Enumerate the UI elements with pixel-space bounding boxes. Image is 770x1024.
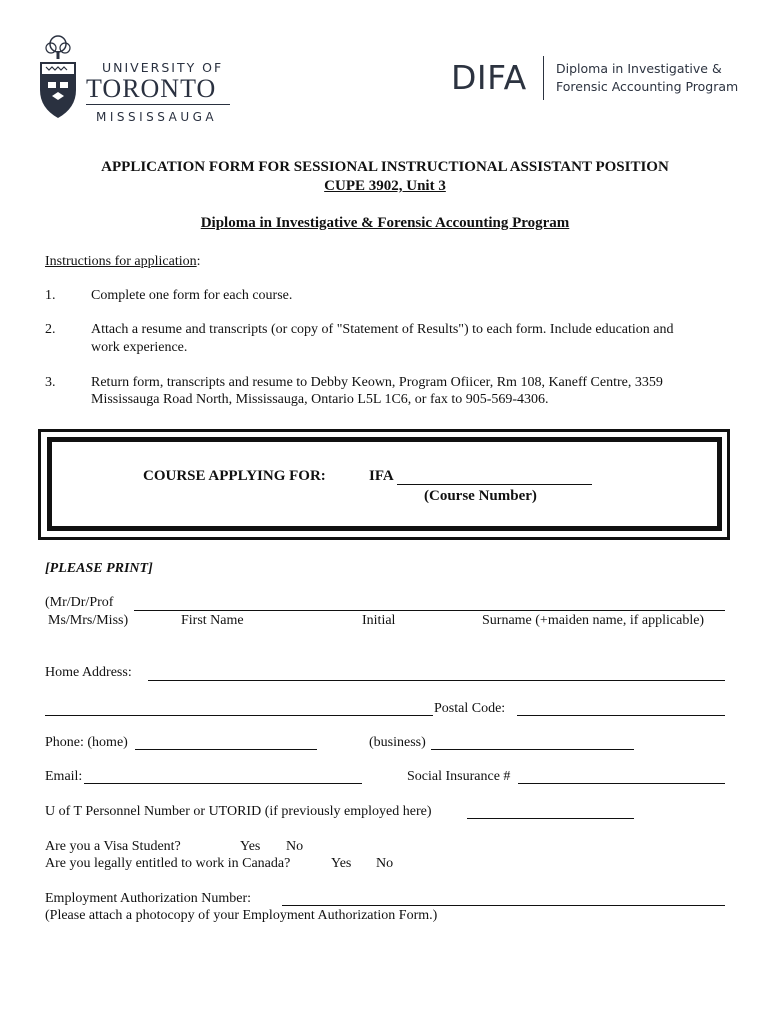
initial-label: Initial <box>362 613 396 628</box>
surname-label: Surname (+maiden name, if applicable) <box>482 613 705 628</box>
home-address-field[interactable] <box>148 680 725 681</box>
instruction-number: 1. <box>45 288 56 303</box>
title-prefix-label-2: Ms/Mrs/Miss) <box>48 613 129 628</box>
postal-code-field[interactable] <box>517 715 725 716</box>
please-print: [PLEASE PRINT] <box>45 561 153 576</box>
course-prefix: IFA <box>369 468 394 484</box>
visa-question: Are you a Visa Student? <box>45 839 181 854</box>
form-title: APPLICATION FORM FOR SESSIONAL INSTRUCTIONAL ASSISTANT POSITION <box>101 159 669 175</box>
instruction-text-cont: Mississauga Road North, Mississauga, Ontario L5L 1C6, or fax to 905-569-4306. <box>91 392 549 407</box>
instruction-text-cont: work experience. <box>91 340 188 355</box>
email-field[interactable] <box>84 783 362 784</box>
instruction-text: Attach a resume and transcripts (or copy of "Statement of Results") to each form. Include education and <box>91 322 674 337</box>
difa-divider <box>543 56 544 100</box>
first-name-label: First Name <box>181 613 244 628</box>
difa-logo-line1: Diploma in Investigative & <box>556 61 722 76</box>
work-eligibility-question: Are you legally entitled to work in Canada? <box>45 856 291 871</box>
phone-home-label: Phone: (home) <box>45 735 128 750</box>
phone-business-field[interactable] <box>431 749 634 750</box>
title-prefix-label: (Mr/Dr/Prof <box>45 595 114 610</box>
employment-authorization-note: (Please attach a photocopy of your Employment Authorization Form.) <box>45 908 438 923</box>
course-number-label: (Course Number) <box>424 488 537 504</box>
uoft-logo-line3: MISSISSAUGA <box>96 110 218 124</box>
visa-yes-option[interactable]: Yes <box>240 839 261 854</box>
uoft-logo-rule <box>86 104 230 105</box>
instruction-text: Complete one form for each course. <box>91 288 293 303</box>
course-applying-label: COURSE APPLYING FOR: <box>143 468 326 484</box>
instruction-text: Return form, transcripts and resume to Debby Keown, Program Ofiicer, Rm 108, Kaneff Centre, 3359 <box>91 375 663 390</box>
uoft-logo-line2: TORONTO <box>86 74 217 103</box>
employment-authorization-field[interactable] <box>282 905 725 906</box>
difa-logo-line2: Forensic Accounting Program <box>556 79 739 94</box>
postal-code-label: Postal Code: <box>434 701 506 716</box>
name-field[interactable] <box>134 610 725 611</box>
course-number-field[interactable] <box>397 484 592 485</box>
program-name: Diploma in Investigative & Forensic Accounting Program <box>200 215 570 231</box>
uoft-logo-line1: UNIVERSITY OF <box>102 60 224 75</box>
email-label: Email: <box>45 769 83 784</box>
phone-home-field[interactable] <box>135 749 317 750</box>
instructions-heading: Instructions for application: <box>45 254 201 269</box>
home-address-label: Home Address: <box>45 665 132 680</box>
phone-business-label: (business) <box>369 735 426 750</box>
uoft-crest-icon <box>36 34 80 127</box>
home-address-field-2[interactable] <box>45 715 433 716</box>
work-no-option[interactable]: No <box>376 856 394 871</box>
sin-label: Social Insurance # <box>407 769 511 784</box>
sin-field[interactable] <box>518 783 725 784</box>
employment-authorization-label: Employment Authorization Number: <box>45 891 252 906</box>
instruction-number: 3. <box>45 375 56 390</box>
instruction-number: 2. <box>45 322 56 337</box>
personnel-number-label: U of T Personnel Number or UTORID (if previously employed here) <box>45 804 432 819</box>
work-yes-option[interactable]: Yes <box>331 856 352 871</box>
personnel-number-field[interactable] <box>467 818 634 819</box>
form-subtitle: CUPE 3902, Unit 3 <box>324 178 446 194</box>
difa-logo: DIFA <box>451 58 527 97</box>
visa-no-option[interactable]: No <box>286 839 304 854</box>
